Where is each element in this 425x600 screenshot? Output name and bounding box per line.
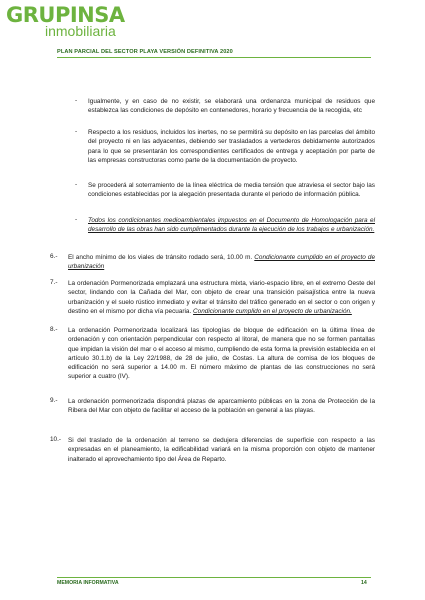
list-item-marker: - (75, 97, 78, 104)
section-number: 7.- (50, 279, 58, 286)
header-divider (57, 57, 371, 58)
section-text: Si del traslado de la ordenación al terreno se dedujera diferencias de superficie con respecto a las expresadas en el planeamiento, la edificabilidad variará en la misma proporción con objeto de mantener inalterado el aprovechamiento tipo del Área de Reparto. (68, 437, 375, 463)
section-text (68, 279, 375, 316)
footer-section-label: MEMORIA INFORMATIVA (57, 580, 119, 586)
footer-divider (57, 577, 371, 578)
list-item-marker: - (75, 216, 78, 223)
section-emphasis: Condicionante cumplido en el proyecto de urbanización (68, 254, 375, 271)
list-item-marker: - (75, 128, 78, 135)
grupinsa-logo (6, 5, 156, 41)
logo-wordmark: GRUPINSA (6, 3, 125, 27)
list-item-marker: - (75, 181, 78, 188)
page-number: 14 (361, 580, 367, 586)
logo-tagline: inmobiliaria (45, 23, 116, 39)
section-text (68, 253, 375, 272)
section-body: El ancho mínimo de los viales de tránsito rodado será, 10.00 m. (68, 254, 253, 261)
section-number: 6.- (50, 253, 58, 260)
document-title: PLAN PARCIAL DEL SECTOR PLAYA VERSIÓN DEFINITIVA 2020 (57, 49, 233, 55)
section-body: La ordenación Pormenorizada emplazará una estructura mixta, viario-espacio libre, en el extremo Oeste del sector, lindando con la Cañada del Mar, con objeto de crear una transición paisajística entre la nueva urbanización y el suelo rústico inmediato y evitar el tránsito del tráfico generado en el sector o con origen y destino en el mismo por dicha vía pecuaria. (68, 280, 375, 315)
section-text: La ordenación pormenorizada dispondrá plazas de aparcamiento públicas en la zona de Protección de la Ribera del Mar con objeto de facilitar el acceso de la población en general a las playas. (68, 398, 375, 415)
section-emphasis: Condicionante cumplido en el proyecto de urbanización. (193, 307, 352, 315)
list-item-text: Se procederá al soterramiento de la línea eléctrica de media tensión que atraviesa el sector bajo las condiciones establecidas por la alegación presentada durante el periodo de información pública. (88, 182, 375, 199)
section-text: La ordenación Pormenorizada localizará las tipologías de bloque de edificación en la última línea de ordenación y con orientación perpendicular con respecto al litoral, de manera que no se formen pantallas que impidan la visión del mar o el acceso al mismo, cumpliendo de esta forma la previsión establecida en el artículo 30.1.b) de la Ley 22/1988, de 28 de julio, de Costas. La altura de cornisa de los bloques de edificación no será superior a 14.00 m. El número máximo de plantas de las construcciones no será superior a cuatro (IV). (68, 327, 375, 381)
list-item-text: Todos los condicionantes medioambientales impuestos en el Documento de Homologación para el desarrollo de las obras han sido cumplimentados durante la ejecución de los trabajos e urbanización. (88, 217, 375, 234)
section-number: 10.- (50, 436, 62, 443)
list-item-text: Igualmente, y en caso de no existir, se elaborará una ordenanza municipal de residuos que establezca las condiciones de depósito en contenedores, horario y frecuencia de la recogida, etc (88, 98, 375, 115)
section-number: 8.- (50, 326, 58, 333)
list-item-text: Respecto a los residuos, incluidos los inertes, no se permitirá su depósito en las parcelas del ámbito del proyecto ni en las adyacentes, debiendo ser trasladados a vertederos debidamente autorizados para lo que se presentarán los correspondientes certificados de entrega y aceptación por parte de las empresas constructoras como parte de la documentación de proyecto. (88, 129, 375, 164)
section-number: 9.- (50, 397, 58, 404)
